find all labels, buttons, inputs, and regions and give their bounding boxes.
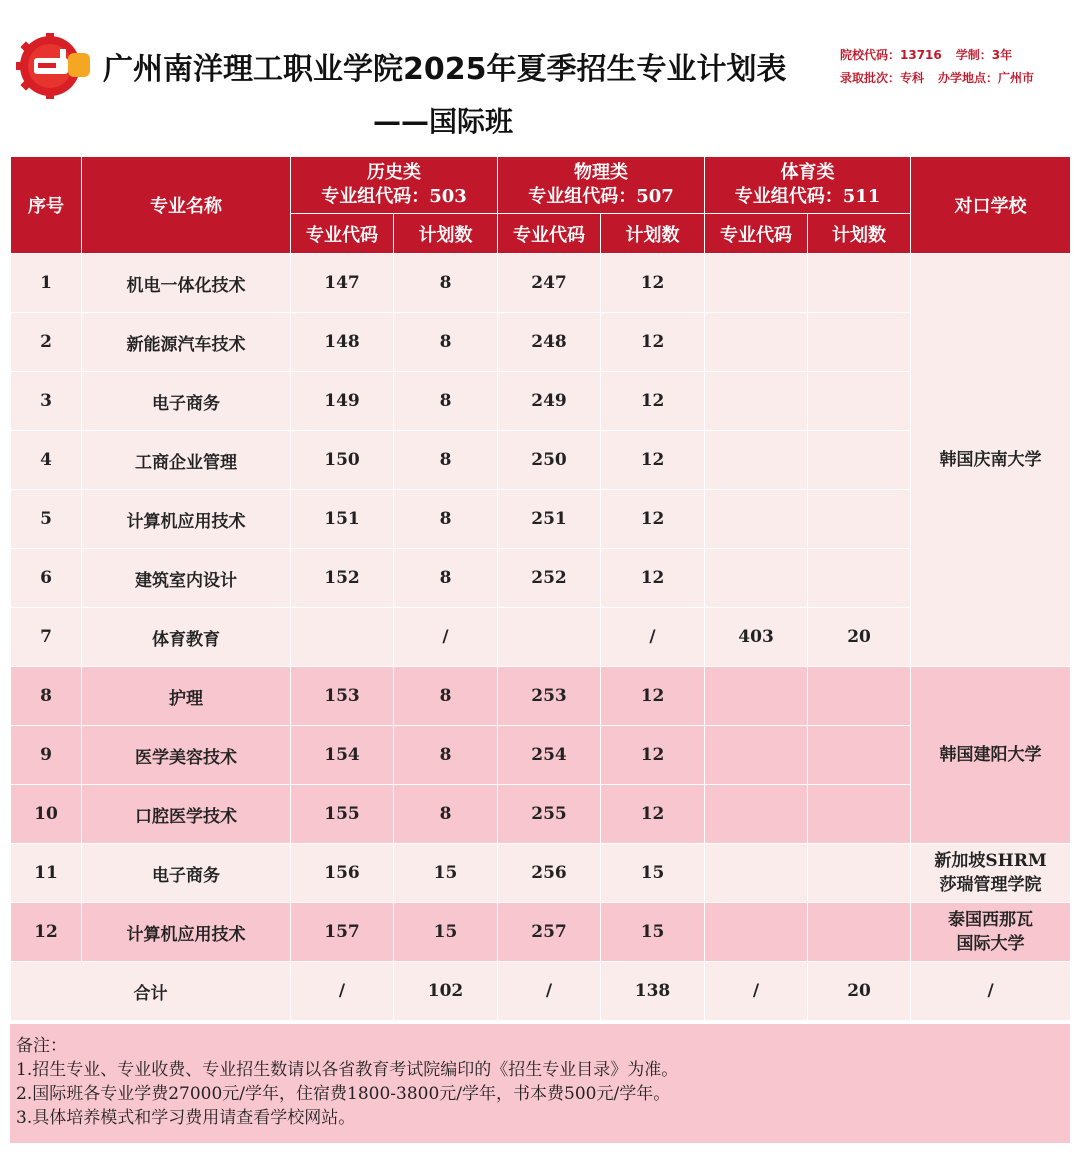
table-row (11, 844, 1071, 903)
note-item: 2.国际班各专业学费27000元/学年，住宿费1800-3800元/学年，书本费500元/学年。 (16, 1084, 671, 1104)
col-physics-code: 专业代码 (498, 214, 601, 254)
row-major: 计算机应用技术 (82, 903, 291, 962)
row-history-plan: 8 (394, 549, 498, 608)
col-history-group: 历史类 专业组代码：503 (291, 157, 498, 214)
row-major: 工商企业管理 (82, 431, 291, 490)
col-physics-group: 物理类 专业组代码：507 (498, 157, 705, 214)
row-history-plan: 8 (394, 667, 498, 726)
row-physics-code: 253 (498, 667, 601, 726)
row-physics-code: 249 (498, 372, 601, 431)
row-history-code: 152 (291, 549, 394, 608)
school-code: 院校代码：13716 (840, 48, 942, 62)
row-history-code: 154 (291, 726, 394, 785)
row-physics-code: 252 (498, 549, 601, 608)
row-physics-plan: 15 (601, 903, 705, 962)
row-physics-code: 257 (498, 903, 601, 962)
study-duration: 学制：3年 (955, 48, 1013, 62)
total-partner: / (911, 962, 1071, 1021)
row-history-code: 153 (291, 667, 394, 726)
row-physics-plan: 12 (601, 726, 705, 785)
row-history-code: 157 (291, 903, 394, 962)
row-physics-plan: 12 (601, 549, 705, 608)
row-history-plan: 8 (394, 254, 498, 313)
col-sports-code: 专业代码 (705, 214, 808, 254)
row-history-code: 155 (291, 785, 394, 844)
partner-school: 新加坡SHRM 莎瑞管理学院 (911, 844, 1071, 903)
row-history-plan: 8 (394, 785, 498, 844)
row-history-plan: 8 (394, 372, 498, 431)
table-row (11, 667, 1071, 726)
note-item: 1.招生专业、专业收费、专业招生数请以各省教育考试院编印的《招生专业目录》为准。 (16, 1060, 679, 1080)
total-history-code: / (291, 962, 394, 1021)
col-major: 专业名称 (82, 157, 291, 254)
row-sports-code (705, 726, 808, 785)
row-seq: 4 (11, 431, 82, 490)
col-history-plan: 计划数 (394, 214, 498, 254)
row-major: 机电一体化技术 (82, 254, 291, 313)
row-sports-plan (808, 490, 911, 549)
row-seq: 3 (11, 372, 82, 431)
partner-school: 泰国西那瓦 国际大学 (911, 903, 1071, 962)
row-seq: 11 (11, 844, 82, 903)
row-sports-plan (808, 313, 911, 372)
col-sports-group: 体育类 专业组代码：511 (705, 157, 911, 214)
row-physics-code: 250 (498, 431, 601, 490)
row-physics-plan: 12 (601, 431, 705, 490)
col-history-code: 专业代码 (291, 214, 394, 254)
row-history-plan: 15 (394, 903, 498, 962)
row-sports-code (705, 313, 808, 372)
row-physics-plan: 12 (601, 372, 705, 431)
row-sports-plan (808, 667, 911, 726)
row-physics-plan: 15 (601, 844, 705, 903)
notes-heading: 备注： (16, 1036, 67, 1056)
row-physics-code: 254 (498, 726, 601, 785)
row-seq: 2 (11, 313, 82, 372)
row-major: 计算机应用技术 (82, 490, 291, 549)
row-sports-code (705, 490, 808, 549)
row-physics-code: 255 (498, 785, 601, 844)
row-seq: 7 (11, 608, 82, 667)
row-sports-code: 403 (705, 608, 808, 667)
row-sports-plan (808, 254, 911, 313)
row-physics-plan: 12 (601, 313, 705, 372)
total-row (11, 962, 1071, 1021)
row-major: 新能源汽车技术 (82, 313, 291, 372)
col-partner: 对口学校 (911, 157, 1071, 254)
row-seq: 6 (11, 549, 82, 608)
total-sports-code: / (705, 962, 808, 1021)
admission-batch: 录取批次：专科 (840, 71, 925, 85)
note-item: 3.具体培养模式和学习费用请查看学校网站。 (16, 1108, 356, 1128)
row-sports-code (705, 372, 808, 431)
row-major: 护理 (82, 667, 291, 726)
row-history-code: 151 (291, 490, 394, 549)
row-seq: 8 (11, 667, 82, 726)
row-history-code: 149 (291, 372, 394, 431)
row-sports-plan (808, 785, 911, 844)
total-label: 合计 (11, 962, 291, 1021)
row-sports-code (705, 431, 808, 490)
row-seq: 12 (11, 903, 82, 962)
row-sports-code (705, 903, 808, 962)
col-physics-plan: 计划数 (601, 214, 705, 254)
row-major: 电子商务 (82, 372, 291, 431)
row-physics-plan: 12 (601, 785, 705, 844)
row-sports-plan (808, 372, 911, 431)
partner-school: 韩国建阳大学 (911, 667, 1071, 844)
row-sports-code (705, 549, 808, 608)
row-physics-plan: 12 (601, 254, 705, 313)
row-major: 建筑室内设计 (82, 549, 291, 608)
row-history-plan: 8 (394, 726, 498, 785)
page-subtitle: ——国际班 (373, 105, 514, 138)
row-history-code: 150 (291, 431, 394, 490)
row-history-code: 156 (291, 844, 394, 903)
total-physics-plan: 138 (601, 962, 705, 1021)
total-physics-code: / (498, 962, 601, 1021)
row-sports-plan (808, 726, 911, 785)
row-major: 医学美容技术 (82, 726, 291, 785)
row-history-plan: 8 (394, 431, 498, 490)
col-seq: 序号 (11, 157, 82, 254)
total-sports-plan: 20 (808, 962, 911, 1021)
table-row (11, 254, 1071, 313)
row-sports-plan (808, 844, 911, 903)
row-sports-plan: 20 (808, 608, 911, 667)
row-physics-code: 248 (498, 313, 601, 372)
page-header (0, 0, 1080, 150)
row-physics-code: 251 (498, 490, 601, 549)
row-seq: 9 (11, 726, 82, 785)
campus-location: 办学地点：广州市 (938, 71, 1035, 85)
notes-section (10, 1024, 1070, 1143)
row-history-plan: 8 (394, 313, 498, 372)
row-physics-plan: 12 (601, 667, 705, 726)
row-sports-code (705, 667, 808, 726)
total-history-plan: 102 (394, 962, 498, 1021)
row-sports-plan (808, 549, 911, 608)
enrollment-plan-table (10, 156, 1071, 1021)
row-sports-code (705, 844, 808, 903)
row-sports-plan (808, 903, 911, 962)
partner-school: 韩国庆南大学 (911, 254, 1071, 667)
row-physics-code: 256 (498, 844, 601, 903)
row-sports-plan (808, 431, 911, 490)
row-sports-code (705, 254, 808, 313)
row-physics-plan: 12 (601, 490, 705, 549)
row-history-plan: / (394, 608, 498, 667)
school-logo-icon (12, 33, 92, 99)
row-history-code (291, 608, 394, 667)
row-seq: 1 (11, 254, 82, 313)
col-sports-plan: 计划数 (808, 214, 911, 254)
row-history-code: 147 (291, 254, 394, 313)
row-major: 电子商务 (82, 844, 291, 903)
row-seq: 10 (11, 785, 82, 844)
table-row (11, 903, 1071, 962)
row-history-plan: 15 (394, 844, 498, 903)
row-history-plan: 8 (394, 490, 498, 549)
row-major: 体育教育 (82, 608, 291, 667)
row-physics-code (498, 608, 601, 667)
row-major: 口腔医学技术 (82, 785, 291, 844)
row-sports-code (705, 785, 808, 844)
row-history-code: 148 (291, 313, 394, 372)
school-meta (840, 44, 1048, 90)
row-seq: 5 (11, 490, 82, 549)
row-physics-plan: / (601, 608, 705, 667)
page-title: 广州南洋理工职业学院2025年夏季招生专业计划表 (103, 52, 787, 87)
row-physics-code: 247 (498, 254, 601, 313)
